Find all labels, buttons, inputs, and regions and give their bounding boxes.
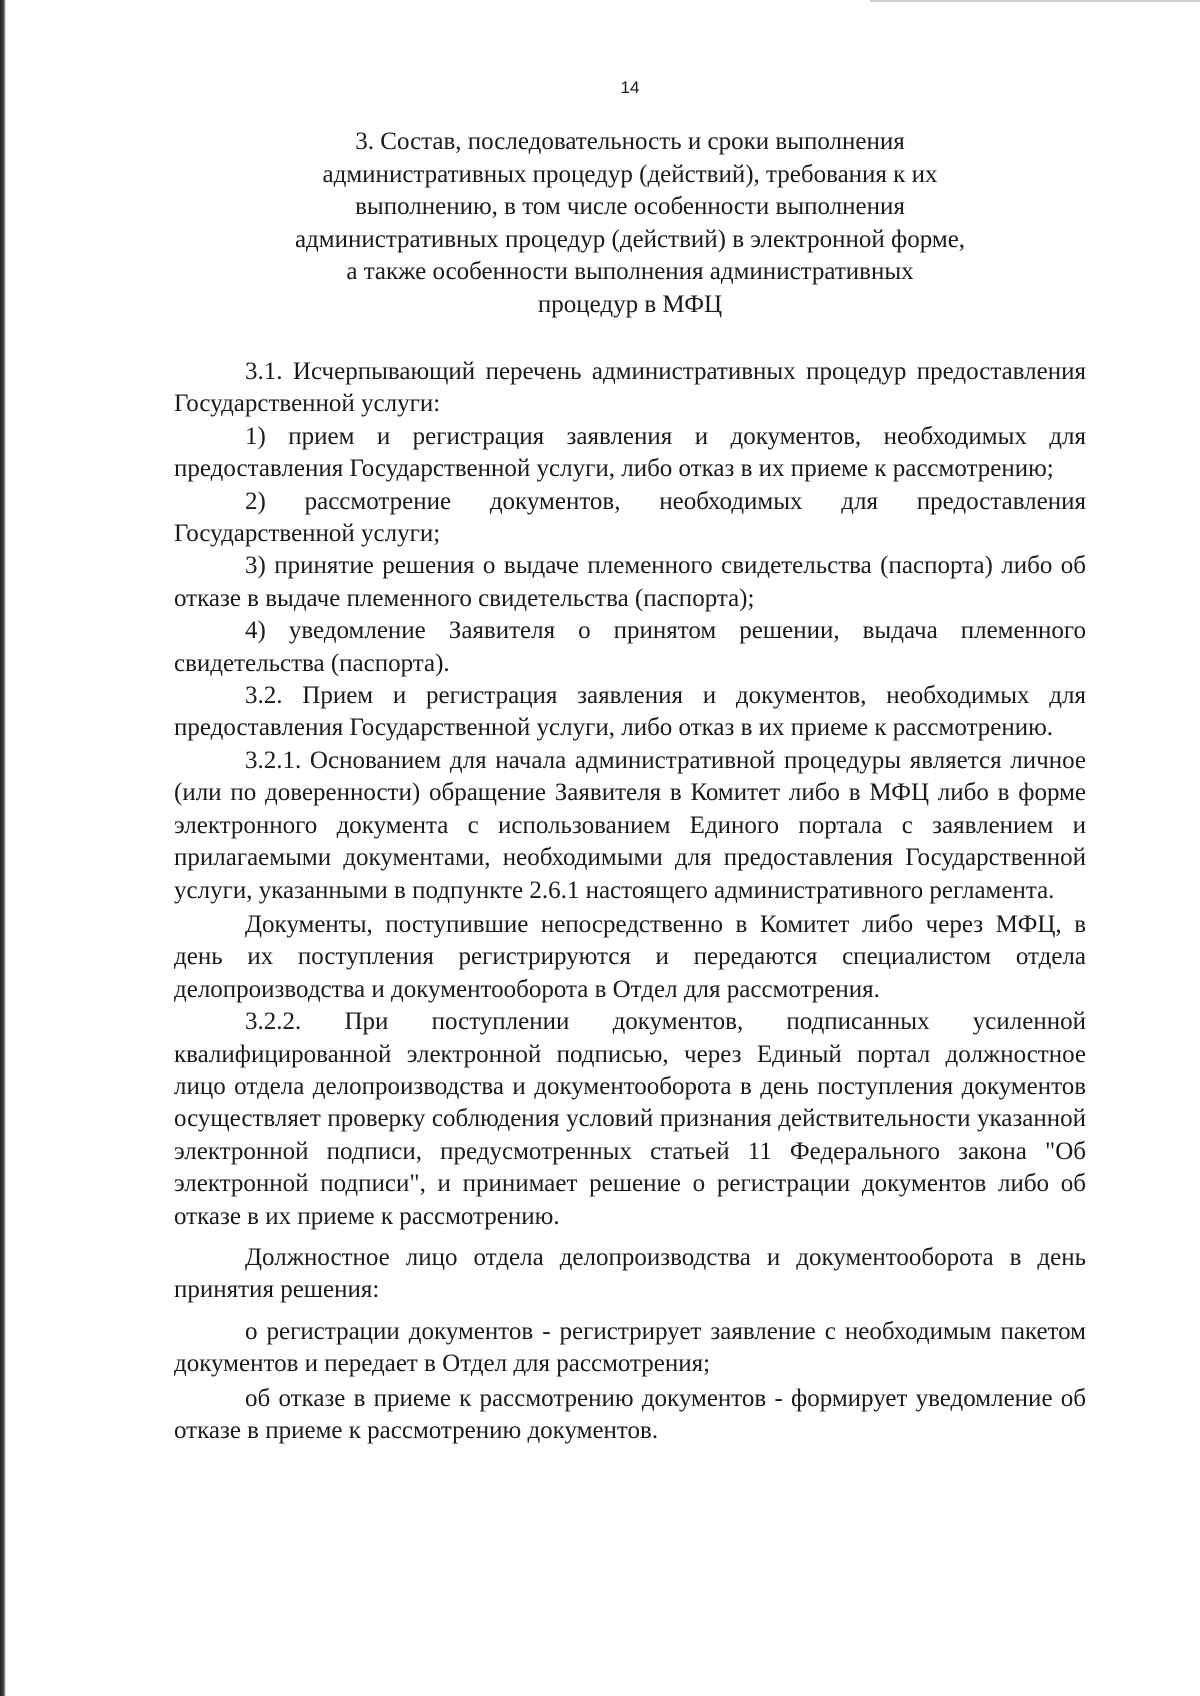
scan-edge-top <box>870 0 1200 2</box>
heading-line: 3. Состав, последовательность и сроки выполнения <box>355 128 905 155</box>
paragraph: 4) уведомление Заявителя о принятом решении, выдача племенного свидетельства (паспорта). <box>174 617 1086 677</box>
paragraph: 3.2. Прием и регистрация заявления и документов, необходимых для предоставления Государственной услуги, либо отказ в их приеме к рассмотрению. <box>174 682 1086 742</box>
paragraph: 3.2.1. Основанием для начала административной процедуры является личное (или по доверенности) обращение Заявителя в Комитет либо в МФЦ либо в форме электронного документа с использованием Единого портала с заявлением и прилагаемыми документами, необходимыми для предоставления Государственной услуги, указанными в подпункте 2.6.1 настоящего административного регламента. <box>174 746 1086 904</box>
paragraph: 3.2.2. При поступлении документов, подписанных усиленной квалифицированной электронной подписью, через Единый портал должностное лицо отдела делопроизводства и документооборота в день поступления документов осуществляет проверку соблюдения условий признания действительности указанной электронной подписи, предусмотренных статьей 11 Федерального закона "Об электронной подписи", и принимает решение о регистрации документов либо об отказе в их приеме к рассмотрению. <box>174 1008 1086 1230</box>
heading-line: выполнению, в том числе особенности выполнения <box>355 193 905 221</box>
paragraph: 3) принятие решения о выдаче племенного свидетельства (паспорта) либо об отказе в выдаче племенного свидетельства (паспорта); <box>174 552 1086 612</box>
paragraph: Документы, поступившие непосредственно в Комитет либо через МФЦ, в день их поступления регистрируются и передаются специалистом отдела делопроизводства и документооборота в Отдел для рассмотрения. <box>174 910 1086 1003</box>
paragraph: 3.1. Исчерпывающий перечень административных процедур предоставления Государственной услуги: <box>174 358 1086 418</box>
scan-edge-left <box>0 0 6 1696</box>
paragraph: об отказе в приеме к рассмотрению документов - формирует уведомление об отказе в приеме к рассмотрению документов. <box>174 1384 1086 1444</box>
document-body <box>174 356 1086 1447</box>
heading-line: процедур в МФЦ <box>537 290 723 318</box>
heading-line: а также особенности выполнения административных <box>346 258 914 286</box>
paragraph: о регистрации документов - регистрирует заявление с необходимым пакетом документов и передает в Отдел для рассмотрения; <box>174 1317 1086 1378</box>
paragraph: 2) рассмотрение документов, необходимых для предоставления Государственной услуги; <box>174 487 1086 548</box>
paragraph: Должностное лицо отдела делопроизводства и документооборота в день принятия решения: <box>174 1243 1086 1304</box>
heading-line: административных процедур (действий), требования к их <box>322 160 938 188</box>
paragraph: 1) прием и регистрация заявления и документов, необходимых для предоставления Государственной услуги, либо отказ в их приеме к рассмотрению; <box>174 422 1086 483</box>
page-number: 14 <box>620 78 640 97</box>
section-heading <box>170 126 1090 322</box>
heading-line: административных процедур (действий) в электронной форме, <box>294 225 966 253</box>
